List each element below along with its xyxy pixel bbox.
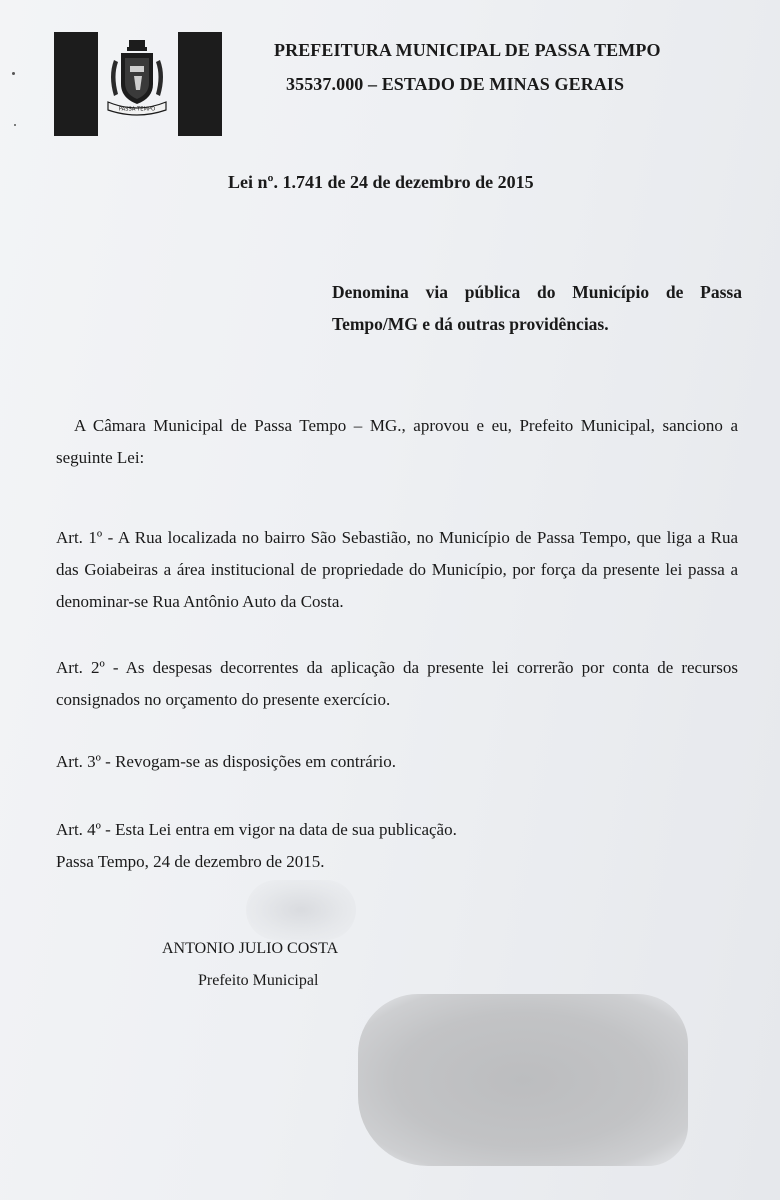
- header-cep-estado: 35537.000 – ESTADO DE MINAS GERAIS: [286, 74, 625, 94]
- municipal-crest-icon: [104, 38, 170, 120]
- preamble-paragraph: A Câmara Municipal de Passa Tempo – MG., aprovou e eu, Prefeito Municipal, sanciono a seguinte Lei:: [56, 416, 738, 467]
- place-and-date: Passa Tempo, 24 de dezembro de 2015.: [56, 852, 325, 871]
- law-ementa: Denomina via pública do Município de Passa Tempo/MG e dá outras providências.: [332, 282, 742, 334]
- signatory-title: Prefeito Municipal: [198, 972, 319, 989]
- svg-text:PASSA TEMPO: PASSA TEMPO: [118, 106, 156, 113]
- header-prefeitura: PREFEITURA MUNICIPAL DE PASSA TEMPO: [274, 40, 661, 60]
- article-4: Art. 4º - Esta Lei entra em vigor na data de sua publicação.: [56, 820, 457, 839]
- article-3: Art. 3º - Revogam-se as disposições em contrário.: [56, 752, 396, 771]
- scan-speck: [14, 124, 16, 126]
- law-title: Lei nº. 1.741 de 24 de dezembro de 2015: [228, 172, 534, 192]
- signatory-name: ANTONIO JULIO COSTA: [162, 940, 339, 957]
- header-right-bar: [178, 32, 222, 136]
- redacted-stamp-area: [358, 994, 688, 1166]
- scan-speck: [12, 72, 15, 75]
- redacted-signature-area: [246, 880, 356, 940]
- header-left-bar: [54, 32, 98, 136]
- article-2: Art. 2º - As despesas decorrentes da aplicação da presente lei correrão por conta de recursos consignados no orçamento do presente exercício.: [56, 658, 738, 709]
- article-1: Art. 1º - A Rua localizada no bairro São Sebastião, no Município de Passa Tempo, que liga a Rua das Goiabeiras a área institucional de propriedade do Município, por força da presente lei passa a denominar-se Rua Antônio Auto da Costa.: [56, 528, 738, 611]
